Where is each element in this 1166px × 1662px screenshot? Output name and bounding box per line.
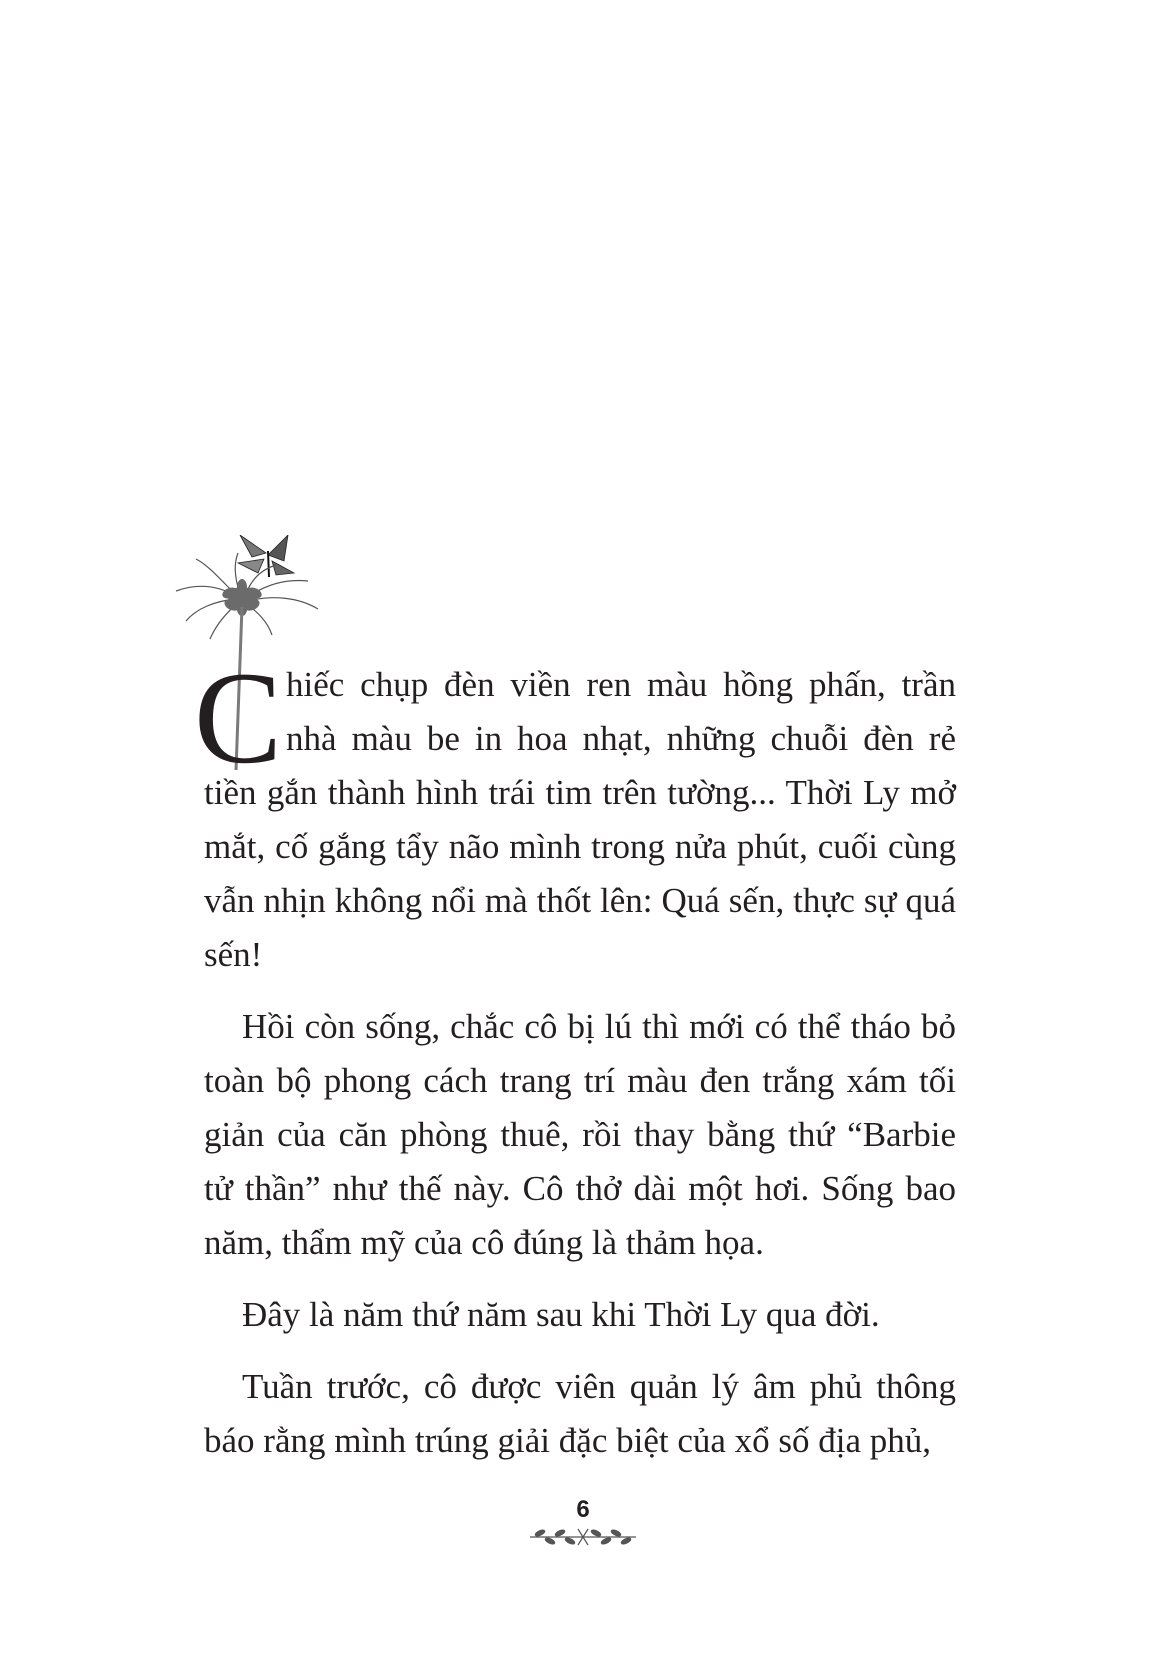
paragraph-4: Tuần trước, cô được viên quản lý âm phủ thông báo rằng mình trúng giải đặc biệt của xổ số địa phủ,	[204, 1367, 956, 1460]
paragraph-1	[194, 644, 956, 982]
paragraph-3: Đây là năm thứ năm sau khi Thời Ly qua đời.	[242, 1295, 880, 1334]
paragraph-1-text: hiếc chụp đèn viền ren màu hồng phấn, trần nhà màu be in hoa nhạt, những chuỗi đèn rẻ tiền gắn thành hình trái tim trên tường... Thời Ly mở mắt, cố gắng tẩy não mình trong nửa phút, cuối cùng vẫn nhịn không nổi mà thốt lên: Quá sến, thực sự quá sến!	[204, 665, 956, 974]
page-number: 6	[576, 1496, 590, 1523]
drop-cap: C	[194, 644, 283, 791]
vine-ornament-icon	[526, 1525, 640, 1549]
body-text	[194, 644, 956, 1468]
paragraph-2: Hồi còn sống, chắc cô bị lú thì mới có thể tháo bỏ toàn bộ phong cách trang trí màu đen trắng xám tối giản của căn phòng thuê, rồi thay bằng thứ “Barbie tử thần” như thế này. Cô thở dài một hơi. Sống bao năm, thẩm mỹ của cô đúng là thảm họa.	[204, 1007, 956, 1262]
